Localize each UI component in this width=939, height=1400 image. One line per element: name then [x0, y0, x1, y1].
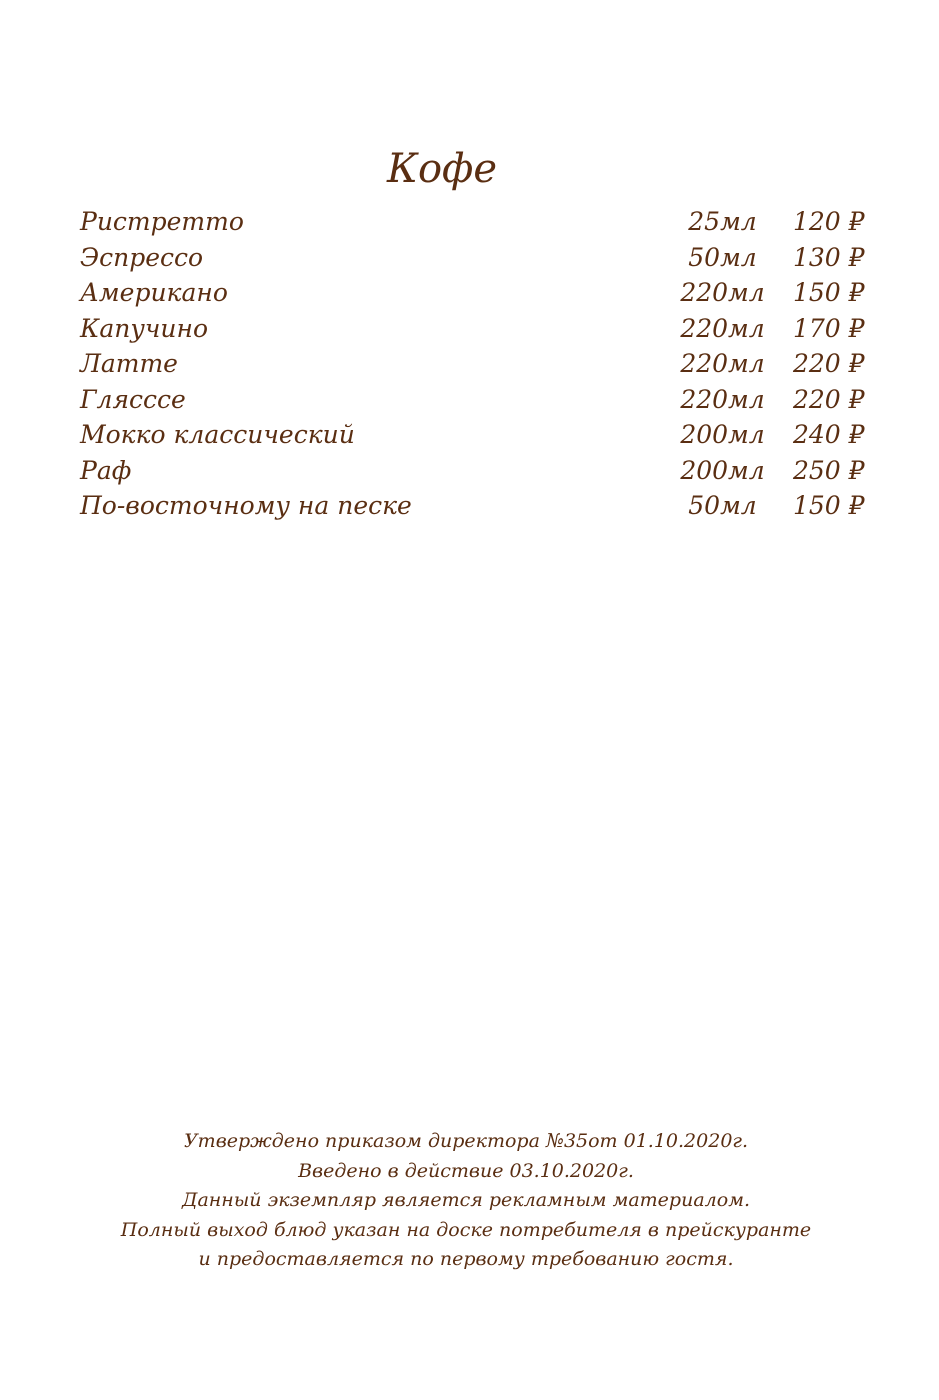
item-price: 250 ₽	[793, 455, 865, 485]
footer-line: Полный выход блюд указан на доске потребителя в прейскуранте	[120, 1218, 812, 1241]
item-name: Ристретто	[80, 207, 244, 236]
menu-item	[80, 453, 870, 489]
item-name: Глясссе	[80, 384, 186, 414]
footer-line: Утверждено приказом директора №35от 01.10.2020г.	[183, 1130, 749, 1152]
coffee-menu-list	[80, 204, 870, 524]
item-name: Эспрессо	[80, 242, 204, 272]
menu-item	[80, 488, 870, 524]
item-name: Мокко классический	[80, 420, 355, 449]
item-price: 240 ₽	[793, 420, 865, 449]
menu-item	[80, 417, 870, 453]
item-price: 220 ₽	[793, 349, 865, 378]
item-price: 170 ₽	[793, 313, 865, 343]
item-volume: 220мл	[680, 384, 765, 414]
item-name: По-восточному на песке	[80, 491, 412, 520]
menu-item	[80, 311, 870, 347]
menu-item	[80, 275, 870, 311]
item-volume: 50мл	[688, 242, 757, 272]
item-price: 150 ₽	[793, 491, 865, 520]
item-volume: 25мл	[688, 207, 757, 236]
menu-item	[80, 382, 870, 418]
footer-note	[0, 1127, 932, 1275]
footer-line: и предоставляется по первому требованию гостя.	[198, 1248, 734, 1270]
item-volume: 220мл	[680, 349, 765, 378]
item-volume: 200мл	[680, 455, 765, 485]
item-price: 220 ₽	[793, 384, 865, 414]
item-volume: 220мл	[680, 313, 765, 343]
item-name: Капучино	[80, 313, 209, 343]
menu-item	[80, 346, 870, 382]
item-volume: 200мл	[680, 420, 765, 449]
item-price: 120 ₽	[793, 207, 865, 236]
footer-line: Данный экземпляр является рекламным материалом.	[182, 1189, 750, 1211]
item-name: Раф	[80, 455, 132, 485]
footer-line: Введено в действие 03.10.2020г.	[298, 1159, 634, 1182]
page-title: Кофе	[386, 146, 498, 192]
item-name: Американо	[80, 278, 228, 307]
item-volume: 50мл	[688, 491, 757, 520]
item-price: 130 ₽	[793, 242, 865, 272]
item-price: 150 ₽	[793, 278, 865, 307]
menu-item	[80, 204, 870, 240]
menu-item	[80, 240, 870, 276]
item-name: Латте	[80, 349, 178, 378]
item-volume: 220мл	[680, 278, 765, 307]
